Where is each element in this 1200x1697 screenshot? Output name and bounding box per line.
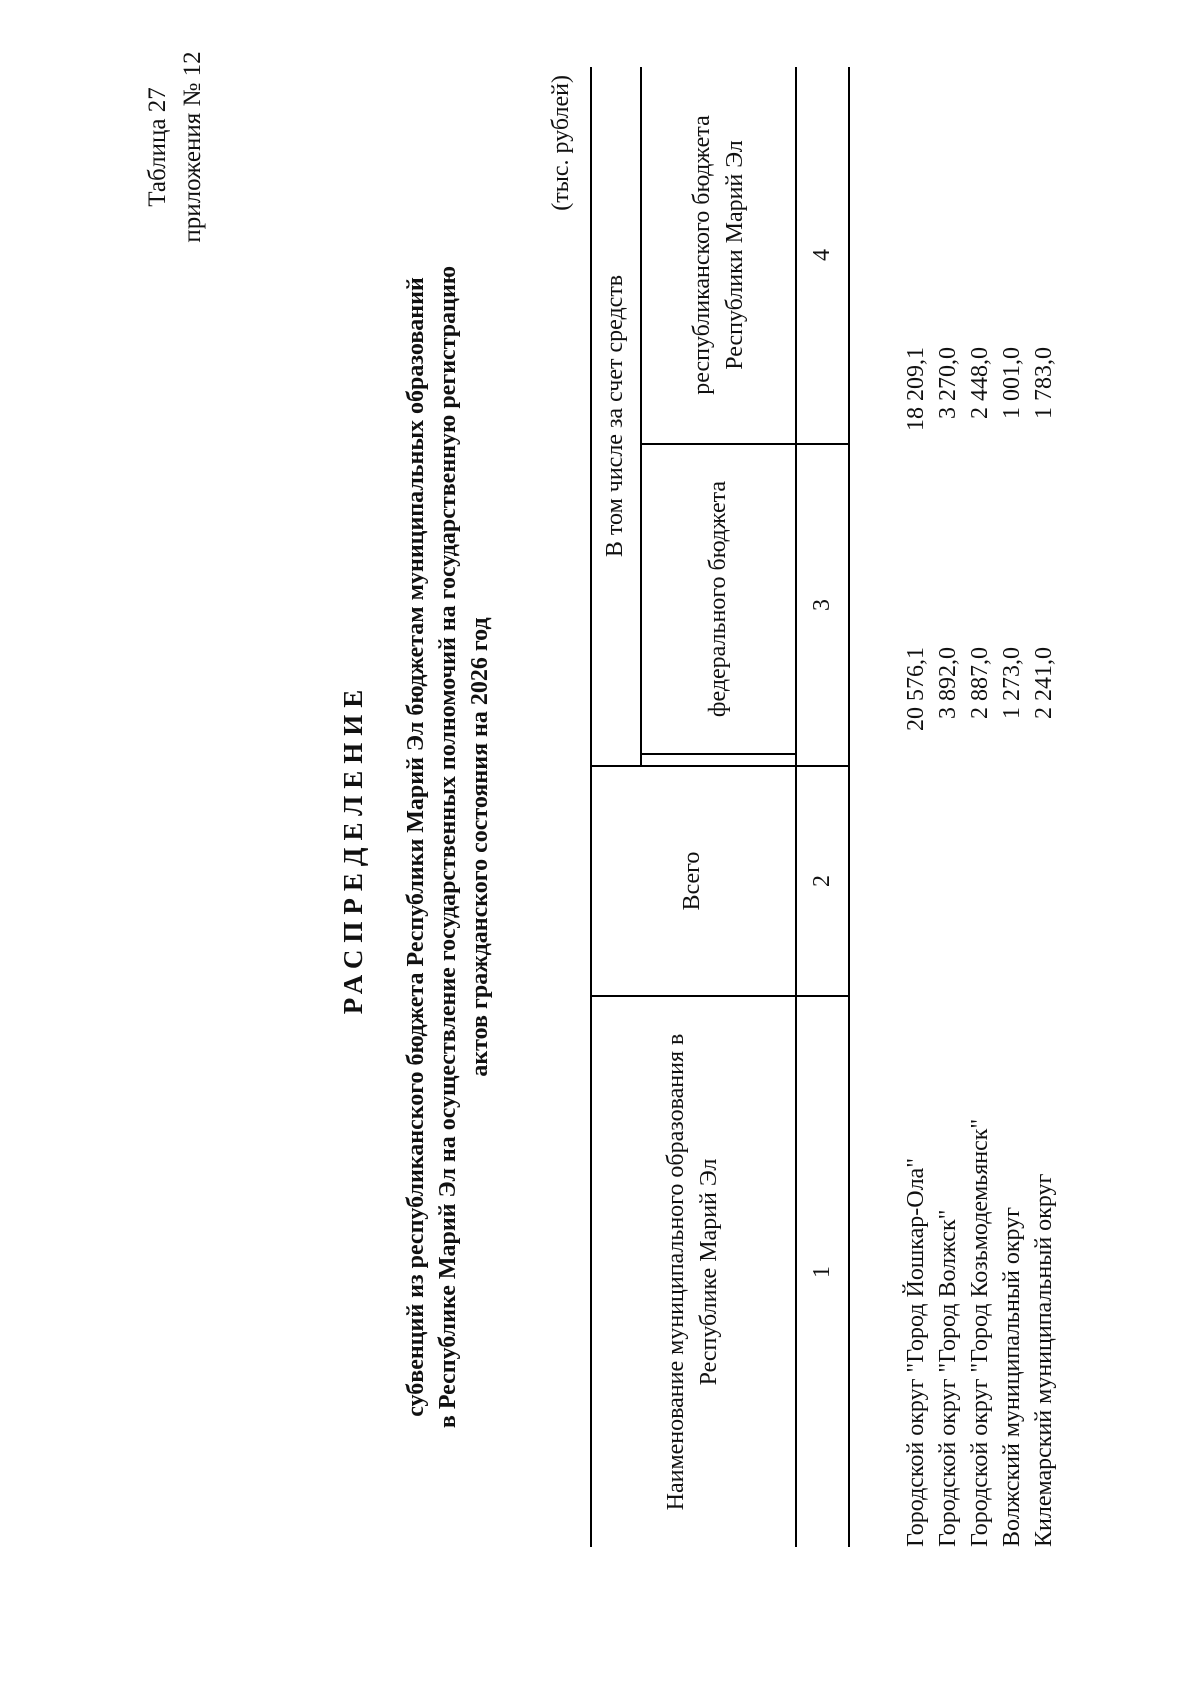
total-value: 2 241,0	[1031, 647, 1057, 719]
unit-label: (тыс. рублей)	[548, 75, 574, 211]
total-value: 1 273,0	[999, 647, 1025, 719]
total-value: 20 576,1	[903, 647, 929, 731]
document-subtitle	[400, 147, 496, 1547]
header-republic: республиканского бюджета Республики Марий Эл	[688, 115, 748, 395]
municipality-name: Городской округ "Город Козьмодемьянск"	[967, 1118, 993, 1547]
subtitle-line-2: в Республике Марий Эл на осуществление государственных полномочий на государственную регистрацию	[435, 265, 461, 1429]
column-number-2: 2	[809, 875, 835, 887]
table-row	[964, 47, 996, 1547]
table-number: Таблица 27	[144, 87, 171, 207]
federal-value: 1 783,0	[1031, 347, 1057, 419]
header-total: Всего	[679, 851, 705, 911]
table-row	[932, 47, 964, 1547]
column-number-4: 4	[809, 249, 835, 261]
federal-value: 18 209,1	[903, 347, 929, 431]
header-federal: федерального бюджета	[705, 480, 731, 718]
appendix-reference	[140, 27, 210, 267]
municipality-name: Килемарский муниципальный округ	[1031, 1173, 1057, 1547]
total-value: 3 892,0	[935, 647, 961, 719]
appendix-number: приложения № 12	[179, 51, 206, 243]
republic-value	[1028, 0, 1060, 197]
municipality-name: Городской округ "Город Йошкар-Ола"	[903, 1157, 929, 1547]
table-row	[1028, 47, 1060, 1547]
header-name: Наименование муниципального образования в Республике Марий Эл	[662, 1033, 722, 1511]
municipality-name: Городской округ "Город Волжск"	[935, 1209, 961, 1547]
municipality-name: Волжский муниципальный округ	[999, 1206, 1025, 1547]
column-numbers-bottom-border	[848, 67, 850, 1547]
table-row	[996, 47, 1028, 1547]
republic-value	[996, 0, 1028, 197]
federal-value: 1 001,0	[999, 347, 1025, 419]
federal-value: 2 448,0	[967, 347, 993, 419]
column-number-1: 1	[809, 1266, 835, 1278]
column-number-3: 3	[809, 599, 835, 611]
column-divider-2b	[640, 753, 795, 755]
table-row	[900, 47, 932, 1547]
subtitle-line-3: актов гражданского состояния на 2026 год	[467, 617, 493, 1077]
federal-value: 3 270,0	[935, 347, 961, 419]
header-group: В том числе за счет средств	[601, 274, 628, 558]
table-body	[900, 47, 1060, 1547]
republic-value	[900, 0, 932, 197]
subtitle-line-1: субвенций из республиканского бюджета Республики Марий Эл бюджетам муниципальных образований	[403, 277, 429, 1417]
republic-value	[932, 0, 964, 197]
republic-value	[964, 0, 996, 197]
total-value: 2 887,0	[967, 647, 993, 719]
document-title: РАСПРЕДЕЛЕНИЕ	[338, 682, 368, 1015]
